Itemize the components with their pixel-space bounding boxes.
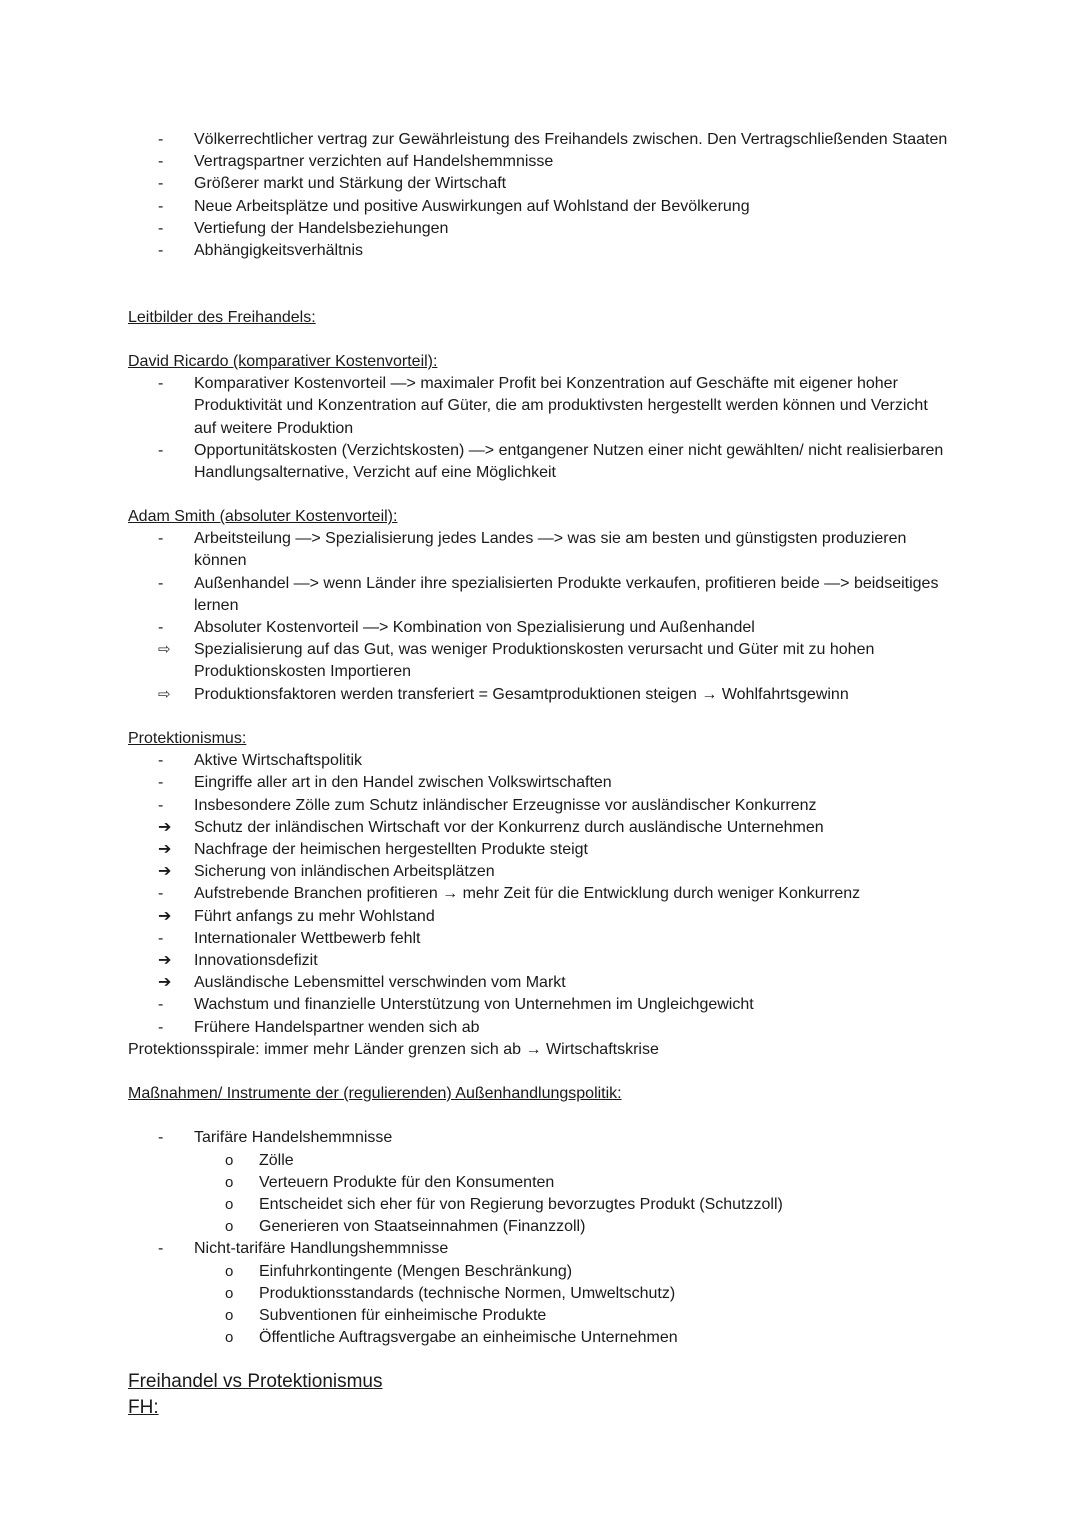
dash-marker: - <box>158 619 164 637</box>
circle-bullet-icon: o <box>225 1173 234 1191</box>
protektionsspirale-text: Protektionsspirale: immer mehr Länder grenzen sich ab → Wirtschaftskrise <box>128 1040 659 1058</box>
ricardo-section <box>128 351 948 484</box>
list-item: - Aufstrebende Branchen profitieren → mehr Zeit für die Entwicklung durch weniger Konkurrenz <box>128 883 948 905</box>
list-item: - Aktive Wirtschaftspolitik <box>128 750 948 772</box>
sub-list-item: o Öffentliche Auftragsvergabe an einheimische Unternehmen <box>128 1327 948 1349</box>
list-item: - Absoluter Kostenvorteil —> Kombination von Spezialisierung und Außenhandel <box>128 617 948 639</box>
list-item: - Größerer markt und Stärkung der Wirtschaft <box>128 173 948 195</box>
sub-list-item: o Entscheidet sich eher für von Regierung bevorzugtes Produkt (Schutzzoll) <box>128 1194 948 1216</box>
sub-list-item: o Subventionen für einheimische Produkte <box>128 1305 948 1327</box>
dash-marker: - <box>158 885 164 903</box>
circle-bullet-icon: o <box>225 1262 234 1280</box>
vs-section <box>128 1369 948 1421</box>
circle-bullet-icon: o <box>225 1329 234 1347</box>
dash-marker: - <box>158 197 164 215</box>
dash-marker: - <box>158 929 164 947</box>
dash-marker: - <box>158 375 164 393</box>
list-item: - Wachstum und finanzielle Unterstützung von Unternehmen im Ungleichgewicht <box>128 994 948 1016</box>
dash-marker: - <box>158 1129 164 1147</box>
right-arrow-icon: ➔ <box>158 863 172 881</box>
massnahmen-section <box>128 1083 948 1349</box>
list-item: ➔ Schutz der inländischen Wirtschaft vor der Konkurrenz durch ausländische Unternehmen <box>128 817 948 839</box>
protektionismus-section <box>128 728 948 1061</box>
dash-marker: - <box>158 574 164 592</box>
list-item: - Frühere Handelspartner wenden sich ab <box>128 1017 948 1039</box>
sub-list-item: o Verteuern Produkte für den Konsumenten <box>128 1172 948 1194</box>
list-item: ➔ Nachfrage der heimischen hergestellten Produkte steigt <box>128 839 948 861</box>
dash-marker: - <box>158 1018 164 1036</box>
dash-marker: - <box>158 219 164 237</box>
vs-heading: Freihandel vs Protektionismus <box>128 1371 383 1392</box>
list-item: ⇨ Spezialisierung auf das Gut, was weniger Produktionskosten verursacht und Güter mit zu hohen Produktionskosten Importieren <box>158 641 875 681</box>
dash-marker: - <box>158 774 164 792</box>
list-item: - Vertiefung der Handelsbeziehungen <box>128 218 948 240</box>
right-arrow-icon: ➔ <box>158 952 172 970</box>
dash-marker: - <box>158 175 164 193</box>
dash-marker: - <box>158 996 164 1014</box>
list-item: - Eingriffe aller art in den Handel zwischen Volkswirtschaften <box>128 772 948 794</box>
sub-list-item: o Zölle <box>128 1150 948 1172</box>
list-item: ➔ Sicherung von inländischen Arbeitsplätzen <box>128 861 948 883</box>
list-item: - Arbeitsteilung —> Spezialisierung jedes Landes —> was sie am besten und günstigsten produzieren können <box>158 530 907 570</box>
list-item: - Insbesondere Zölle zum Schutz inländischer Erzeugnisse vor ausländischer Konkurrenz <box>128 795 948 817</box>
list-item: - Neue Arbeitsplätze und positive Auswirkungen auf Wohlstand der Bevölkerung <box>128 196 948 218</box>
list-item: - Komparativer Kostenvorteil —> maximaler Profit bei Konzentration auf Geschäfte mit eigener hoher Produktivität und Konzentration auf Güter, die am produktivsten hergestellt werden können und Verzicht auf weitere Produktion <box>158 375 928 437</box>
leitbilder-heading: Leitbilder des Freihandels: <box>128 309 316 326</box>
list-item: - Vertragspartner verzichten auf Handelshemmnisse <box>128 151 948 173</box>
open-arrow-icon: ⇨ <box>158 641 171 659</box>
right-arrow-icon: ➔ <box>158 841 172 859</box>
dash-marker: - <box>158 1240 164 1258</box>
dash-marker: - <box>158 441 164 459</box>
sub-list-item: o Generieren von Staatseinnahmen (Finanzzoll) <box>128 1216 948 1238</box>
right-arrow-icon: ➔ <box>158 818 172 836</box>
circle-bullet-icon: o <box>225 1218 234 1236</box>
list-item: - Opportunitätskosten (Verzichtskosten) —> entgangener Nutzen einer nicht gewählten/ nicht realisierbaren Handlungsalternative, Verzicht auf eine Möglichkeit <box>158 441 944 482</box>
right-arrow-icon: ➔ <box>158 907 172 925</box>
circle-bullet-icon: o <box>225 1284 234 1302</box>
sub-list-item: o Einfuhrkontingente (Mengen Beschränkung) <box>128 1261 948 1283</box>
dash-marker: - <box>158 242 164 260</box>
massnahmen-heading: Maßnahmen/ Instrumente der (regulierenden) Außenhandlungspolitik: <box>128 1085 622 1102</box>
list-item: ➔ Innovationsdefizit <box>128 950 948 972</box>
list-item: - Internationaler Wettbewerb fehlt <box>128 928 948 950</box>
dash-marker: - <box>158 131 164 148</box>
dash-marker: - <box>158 530 164 548</box>
list-item: ➔ Führt anfangs zu mehr Wohlstand <box>128 906 948 928</box>
open-arrow-icon: ⇨ <box>158 685 171 703</box>
list-item: ⇨ Produktionsfaktoren werden transferiert = Gesamtproduktionen steigen → Wohlfahrtsgewinn <box>128 684 948 706</box>
list-item: - Nicht-tarifäre Handlungshemmnisse <box>128 1238 948 1260</box>
list-item: - Völkerrechtlicher vertrag zur Gewährleistung des Freihandels zwischen. Den Vertragschließenden Staaten <box>128 129 948 151</box>
right-arrow-icon: ➔ <box>158 974 172 992</box>
protektionismus-heading: Protektionismus: <box>128 730 247 747</box>
circle-bullet-icon: o <box>225 1307 234 1325</box>
sub-list-item: o Produktionsstandards (technische Normen, Umweltschutz) <box>128 1283 948 1305</box>
spacer <box>128 1105 948 1127</box>
dash-marker: - <box>158 153 164 171</box>
list-item: ➔ Ausländische Lebensmittel verschwinden vom Markt <box>128 972 948 994</box>
ricardo-heading: David Ricardo (komparativer Kostenvorteil): <box>128 353 438 370</box>
circle-bullet-icon: o <box>225 1151 234 1169</box>
dash-marker: - <box>158 796 164 814</box>
intro-list <box>128 129 948 262</box>
dash-marker: - <box>158 752 164 770</box>
fh-subheading: FH: <box>128 1397 159 1418</box>
circle-bullet-icon: o <box>225 1196 234 1213</box>
smith-heading: Adam Smith (absoluter Kostenvorteil): <box>128 508 398 525</box>
list-item: - Abhängigkeitsverhältnis <box>128 240 948 262</box>
list-item: - Tarifäre Handelshemmnisse <box>128 1127 948 1149</box>
smith-section <box>128 506 948 706</box>
list-item: - Außenhandel —> wenn Länder ihre spezialisierten Produkte verkaufen, profitieren beide —> beidseitiges lernen <box>158 574 939 614</box>
